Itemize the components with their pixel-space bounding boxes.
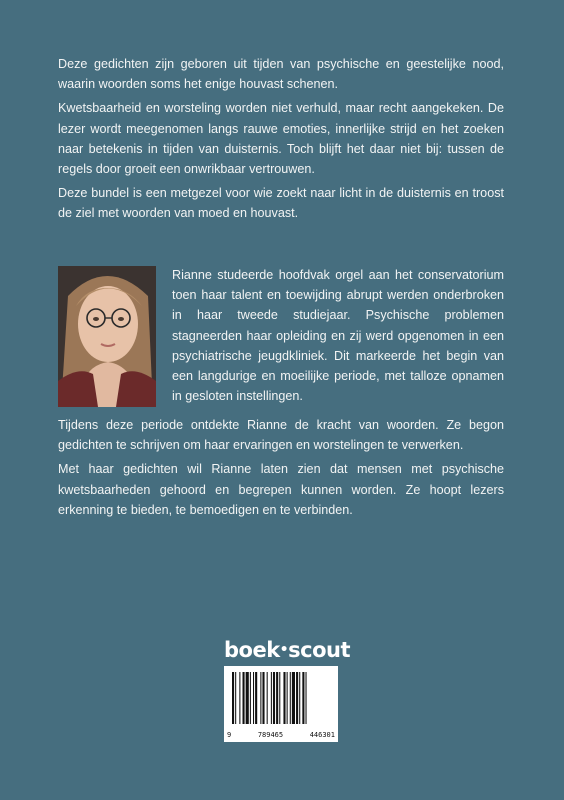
barcode-bar (283, 672, 285, 724)
isbn-barcode (224, 666, 338, 742)
publisher-logo (224, 638, 350, 662)
author-bio-paragraph-2: Met haar gedichten wil Rianne laten zien dat mensen met psychische kwetsbaarheden gehoord en begrepen kunnen worden. Ze hoopt lezers erkenning te bieden, te bemoedigen en te verbinden. (58, 462, 504, 517)
barcode-bar (232, 672, 234, 724)
back-cover-blurb (58, 54, 504, 228)
barcode-bar (302, 672, 304, 724)
author-photo (58, 266, 156, 407)
author-bio (58, 415, 504, 524)
barcode-digit-group-2: 446301 (309, 731, 335, 739)
barcode-digit-group-1: 789465 (257, 731, 284, 739)
logo-dot: • (279, 642, 289, 658)
barcode-bar (253, 672, 254, 724)
blurb-paragraph-3: Deze bundel is een metgezel voor wie zoekt naar licht in de duisternis en troost de ziel met woorden van moed en houvast. (58, 186, 504, 221)
barcode-bar (306, 672, 307, 724)
barcode-bar (292, 672, 295, 724)
barcode-bar (271, 672, 272, 724)
barcode-digit-first: 9 (227, 731, 232, 739)
barcode-bar (239, 672, 240, 724)
barcode-bar (255, 672, 257, 724)
barcode-bar (273, 672, 275, 724)
barcode-bars (232, 672, 330, 724)
logo-word-scout: scout (288, 638, 350, 662)
author-bio-side (172, 265, 504, 406)
barcode-bar (250, 672, 251, 724)
barcode-digits (227, 731, 335, 739)
author-bio-paragraph-1: Tijdens deze periode ontdekte Rianne de kracht van woorden. Ze begon gedichten te schrijven om haar ervaringen en worstelingen te verwerken. (58, 418, 504, 453)
barcode-bar (276, 672, 278, 724)
logo-word-boek: boek (224, 638, 280, 662)
barcode-bar (260, 672, 261, 724)
barcode-bar (262, 672, 264, 724)
barcode-bar (246, 672, 249, 724)
barcode-bar (287, 672, 288, 724)
barcode-bar (290, 672, 291, 724)
barcode-bar (243, 672, 245, 724)
barcode-bar (296, 672, 298, 724)
barcode-bar (235, 672, 236, 724)
author-bio-intro: Rianne studeerde hoofdvak orgel aan het conservatorium toen haar talent en toewijding abrupt werden onderbroken in haar tweede studiejaar. Psychische problemen stagneerden haar opleiding en zij werd opgenomen in een psychiatrische jeugdkliniek. Dit markeerde het begin van een langdurige en moeilijke periode, met talloze opnamen in gesloten instellingen. (172, 268, 504, 404)
blurb-paragraph-2: Kwetsbaarheid en worsteling worden niet verhuld, maar recht aangekeken. De lezer wordt meegenomen langs rauwe emoties, innerlijke strijd en het zoeken naar betekenis in tijden van duisternis. Toch blijft het daar niet bij: tussen de regels door groeit een onwrikbaar vertrouwen. (58, 101, 504, 177)
blurb-paragraph-1: Deze gedichten zijn geboren uit tijden van psychische en geestelijke nood, waarin woorden soms het enige houvast schenen. (58, 57, 504, 92)
barcode-bar (299, 672, 300, 724)
barcode-bar (279, 672, 280, 724)
barcode-bar (267, 672, 268, 724)
